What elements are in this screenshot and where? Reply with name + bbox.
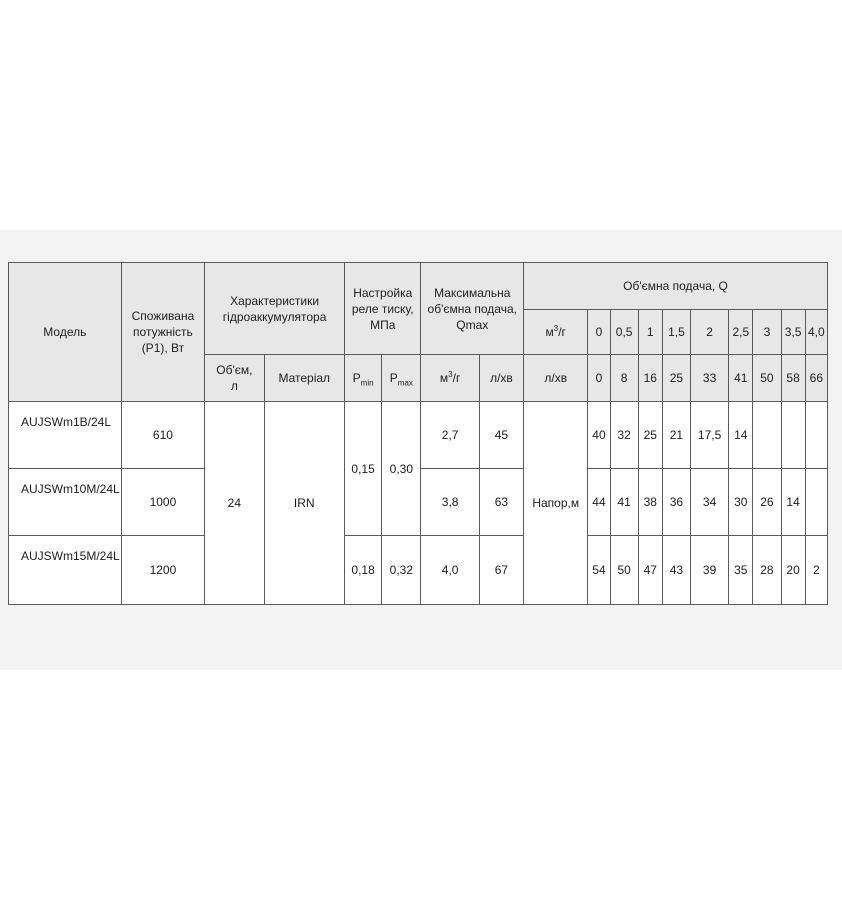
flow-m3h-value: 4,0 xyxy=(805,310,827,355)
tank-material-value: IRN xyxy=(264,402,344,605)
head-value: 30 xyxy=(729,469,753,536)
flow-m3h-value: 3 xyxy=(753,310,781,355)
pmax-value: 0,30 xyxy=(382,402,421,536)
flow-lmin-value: 33 xyxy=(691,355,729,402)
head-value xyxy=(805,469,827,536)
header-power: Споживана потужність (P1), Вт xyxy=(121,263,205,402)
header-tank-volume: Об'єм, л xyxy=(205,355,264,402)
header-qmax-m3h: $м^3/г$ xyxy=(421,355,479,402)
head-value: 35 xyxy=(729,536,753,605)
header-pmax: $P_{max}$ xyxy=(382,355,421,402)
table-row xyxy=(9,536,828,605)
head-value: 50 xyxy=(610,536,638,605)
flow-m3h-value: 1,5 xyxy=(662,310,690,355)
qmax-m3h-value: 3,8 xyxy=(421,469,479,536)
qmax-lmin-value: 63 xyxy=(479,469,523,536)
model-name: AUJSWm1B/24L xyxy=(9,402,122,469)
model-name: AUJSWm15M/24L xyxy=(9,536,122,605)
header-pmin: $P_{min}$ xyxy=(345,355,382,402)
pmax-value: 0,32 xyxy=(382,536,421,605)
flow-m3h-value: 1 xyxy=(638,310,662,355)
table-row xyxy=(9,402,828,469)
header-qmax: Максимальна об'ємна подача, Qmax xyxy=(421,263,524,355)
head-value xyxy=(753,402,781,469)
header-relay: Настройка реле тиску, МПа xyxy=(345,263,421,355)
head-value: 38 xyxy=(638,469,662,536)
flow-lmin-value: 41 xyxy=(729,355,753,402)
qmax-lmin-value: 67 xyxy=(479,536,523,605)
header-model: Модель xyxy=(9,263,122,402)
flow-unit-lmin: л/хв xyxy=(524,355,588,402)
flow-lmin-value: 25 xyxy=(662,355,690,402)
head-value xyxy=(805,402,827,469)
head-value: 34 xyxy=(691,469,729,536)
header-tank-material: Матеріал xyxy=(264,355,344,402)
flow-m3h-value: 0 xyxy=(588,310,610,355)
qmax-lmin-value: 45 xyxy=(479,402,523,469)
head-value: 21 xyxy=(662,402,690,469)
flow-m3h-value: 0,5 xyxy=(610,310,638,355)
head-value: 17,5 xyxy=(691,402,729,469)
flow-m3h-value: 3,5 xyxy=(781,310,805,355)
model-name: AUJSWm10M/24L xyxy=(9,469,122,536)
flow-unit-m3h: $м^3/г$ xyxy=(524,310,588,355)
flow-lmin-value: 50 xyxy=(753,355,781,402)
head-value: 2 xyxy=(805,536,827,605)
power-value: 1200 xyxy=(121,536,205,605)
power-value: 610 xyxy=(121,402,205,469)
head-value: 14 xyxy=(781,469,805,536)
flow-lmin-value: 0 xyxy=(588,355,610,402)
head-value: 28 xyxy=(753,536,781,605)
flow-lmin-value: 16 xyxy=(638,355,662,402)
header-qmax-lmin: л/хв xyxy=(479,355,523,402)
head-value: 14 xyxy=(729,402,753,469)
pmin-value: 0,15 xyxy=(345,402,382,536)
pump-spec-table xyxy=(8,262,828,605)
head-value: 25 xyxy=(638,402,662,469)
head-value: 54 xyxy=(588,536,610,605)
head-value: 39 xyxy=(691,536,729,605)
head-value: 47 xyxy=(638,536,662,605)
tank-volume-value: 24 xyxy=(205,402,264,605)
flow-lmin-value: 58 xyxy=(781,355,805,402)
head-value: 36 xyxy=(662,469,690,536)
header-flow-title: Об'ємна подача, Q xyxy=(524,263,828,310)
head-label: Напор,м xyxy=(524,402,588,605)
flow-m3h-value: 2,5 xyxy=(729,310,753,355)
head-value xyxy=(781,402,805,469)
head-value: 43 xyxy=(662,536,690,605)
qmax-m3h-value: 4,0 xyxy=(421,536,479,605)
flow-lmin-value: 66 xyxy=(805,355,827,402)
head-value: 26 xyxy=(753,469,781,536)
flow-lmin-value: 8 xyxy=(610,355,638,402)
power-value: 1000 xyxy=(121,469,205,536)
head-value: 40 xyxy=(588,402,610,469)
header-tank: Характеристики гідроаккумулятора xyxy=(205,263,345,355)
pmin-value: 0,18 xyxy=(345,536,382,605)
qmax-m3h-value: 2,7 xyxy=(421,402,479,469)
head-value: 32 xyxy=(610,402,638,469)
head-value: 44 xyxy=(588,469,610,536)
flow-m3h-value: 2 xyxy=(691,310,729,355)
head-value: 41 xyxy=(610,469,638,536)
head-value: 20 xyxy=(781,536,805,605)
